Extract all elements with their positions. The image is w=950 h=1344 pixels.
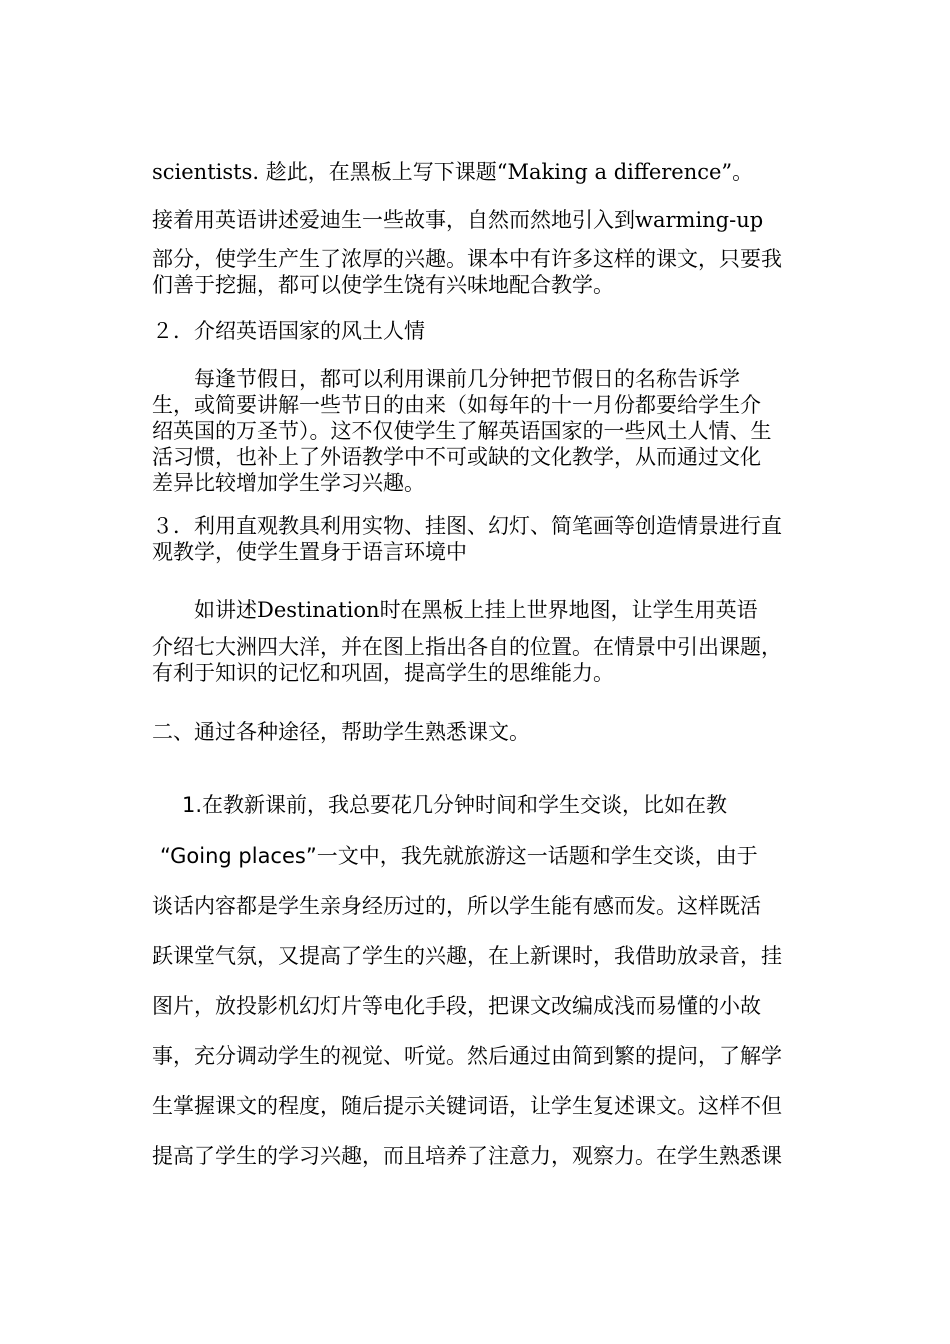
section-heading: 二、通过各种途径，帮助学生熟悉课文。 bbox=[152, 720, 530, 744]
body-text-line: 事，充分调动学生的视觉、听觉。然后通过由简到繁的提问，了解学 bbox=[152, 1044, 782, 1068]
body-text-line: 部分，使学生产生了浓厚的兴趣。课本中有许多这样的课文，只要我 bbox=[152, 247, 782, 271]
body-text-line: 活习惯，也补上了外语教学中不可或缺的文化教学，从而通过文化 bbox=[152, 445, 761, 469]
body-text-line: 介绍七大洲四大洋，并在图上指出各自的位置。在情景中引出课题， bbox=[152, 635, 782, 659]
body-text-line: 差异比较增加学生学习兴趣。 bbox=[152, 471, 425, 495]
body-text-line: 1.在教新课前，我总要花几分钟时间和学生交谈，比如在教 bbox=[182, 793, 728, 817]
body-text-line: 每逢节假日，都可以利用课前几分钟把节假日的名称告诉学 bbox=[194, 367, 740, 391]
section-heading: 观教学，使学生置身于语言环境中 bbox=[152, 540, 467, 564]
body-text-line: 生，或简要讲解一些节日的由来（如每年的十一月份都要给学生介 bbox=[152, 393, 761, 417]
body-text-line: 有利于知识的记忆和巩固，提高学生的思维能力。 bbox=[152, 661, 614, 685]
body-text-line: 接着用英语讲述爱迪生一些故事，自然而然地引入到warming-up bbox=[152, 208, 764, 232]
section-heading: ２．介绍英语国家的风土人情 bbox=[152, 319, 425, 343]
body-text-line: scientists. 趁此，在黑板上写下课题“Making a difference”。 bbox=[152, 160, 754, 184]
body-text-line: 们善于挖掘，都可以使学生饶有兴味地配合教学。 bbox=[152, 273, 614, 297]
section-heading: ３．利用直观教具利用实物、挂图、幻灯、简笔画等创造情景进行直 bbox=[152, 514, 782, 538]
body-text-line: 如讲述Destination时在黑板上挂上世界地图，让学生用英语 bbox=[194, 598, 758, 622]
body-text-line: 生掌握课文的程度，随后提示关键词语，让学生复述课文。这样不但 bbox=[152, 1094, 782, 1118]
body-text-line: 绍英国的万圣节）。这不仅使学生了解英语国家的一些风土人情、生 bbox=[152, 419, 772, 443]
body-text-line: 跃课堂气氛，又提高了学生的兴趣，在上新课时，我借助放录音，挂 bbox=[152, 944, 782, 968]
body-text-line: 图片，放投影机幻灯片等电化手段，把课文改编成浅而易懂的小故 bbox=[152, 994, 761, 1018]
body-text-line: “Going places”一文中，我先就旅游这一话题和学生交谈，由于 bbox=[160, 844, 758, 868]
body-text-line: 提高了学生的学习兴趣，而且培养了注意力，观察力。在学生熟悉课 bbox=[152, 1144, 782, 1168]
body-text-line: 谈话内容都是学生亲身经历过的，所以学生能有感而发。这样既活 bbox=[152, 894, 761, 918]
